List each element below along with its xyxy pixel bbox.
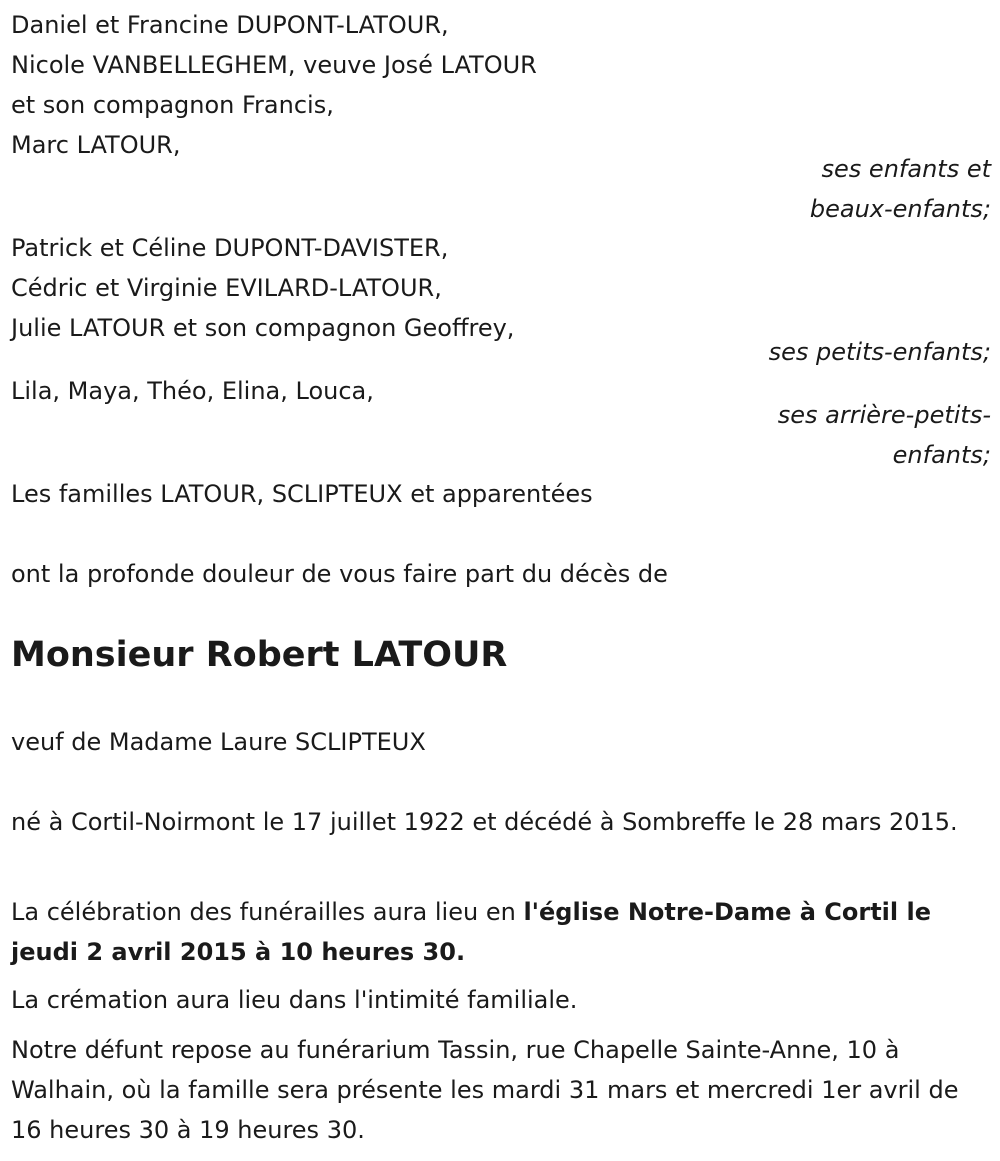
announcement-line: ont la profonde douleur de vous faire part du décès de	[11, 560, 668, 588]
funeral-paragraph	[11, 892, 991, 972]
deceased-name: Monsieur Robert LATOUR	[11, 635, 508, 675]
birth-death-paragraph: né à Cortil-Noirmont le 17 juillet 1922 et décédé à Sombreffe le 28 mars 2015.	[11, 808, 958, 836]
role-arriere-line-1: ses arrière-petits-	[777, 401, 991, 429]
grandchild-line-1: Patrick et Céline DUPONT-DAVISTER,	[11, 234, 449, 262]
grandchild-line-2: Cédric et Virginie EVILARD-LATOUR,	[11, 274, 442, 302]
child-line-4: Marc LATOUR,	[11, 131, 181, 159]
role-arriere-line-2: enfants;	[892, 441, 991, 469]
great-grandchildren-line: Lila, Maya, Théo, Elina, Louca,	[11, 377, 374, 405]
cremation-paragraph: La crémation aura lieu dans l'intimité familiale.	[11, 986, 578, 1014]
child-line-1: Daniel et Francine DUPONT-LATOUR,	[11, 11, 449, 39]
funeral-prefix: La célébration des funérailles aura lieu en	[11, 898, 524, 926]
repose-paragraph: Notre défunt repose au funérarium Tassin, rue Chapelle Sainte-Anne, 10 à Walhain, où la famille sera présente les mardi 31 mars et mercredi 1er avril de 16 heures 30 à 19 heures 30.	[11, 1036, 959, 1144]
funeral-details: l'église Notre-Dame à Cortil le jeudi 2 avril 2015 à 10 heures 30.	[11, 898, 931, 966]
child-line-3: et son compagnon Francis,	[11, 91, 334, 119]
role-enfants-line-1: ses enfants et	[821, 155, 991, 183]
families-line: Les familles LATOUR, SCLIPTEUX et apparentées	[11, 480, 593, 508]
widower-line: veuf de Madame Laure SCLIPTEUX	[11, 728, 426, 756]
child-line-2: Nicole VANBELLEGHEM, veuve José LATOUR	[11, 51, 537, 79]
grandchild-line-3: Julie LATOUR et son compagnon Geoffrey,	[11, 314, 515, 342]
role-enfants-line-2: beaux-enfants;	[809, 195, 991, 223]
role-petits-enfants: ses petits-enfants;	[768, 338, 991, 366]
